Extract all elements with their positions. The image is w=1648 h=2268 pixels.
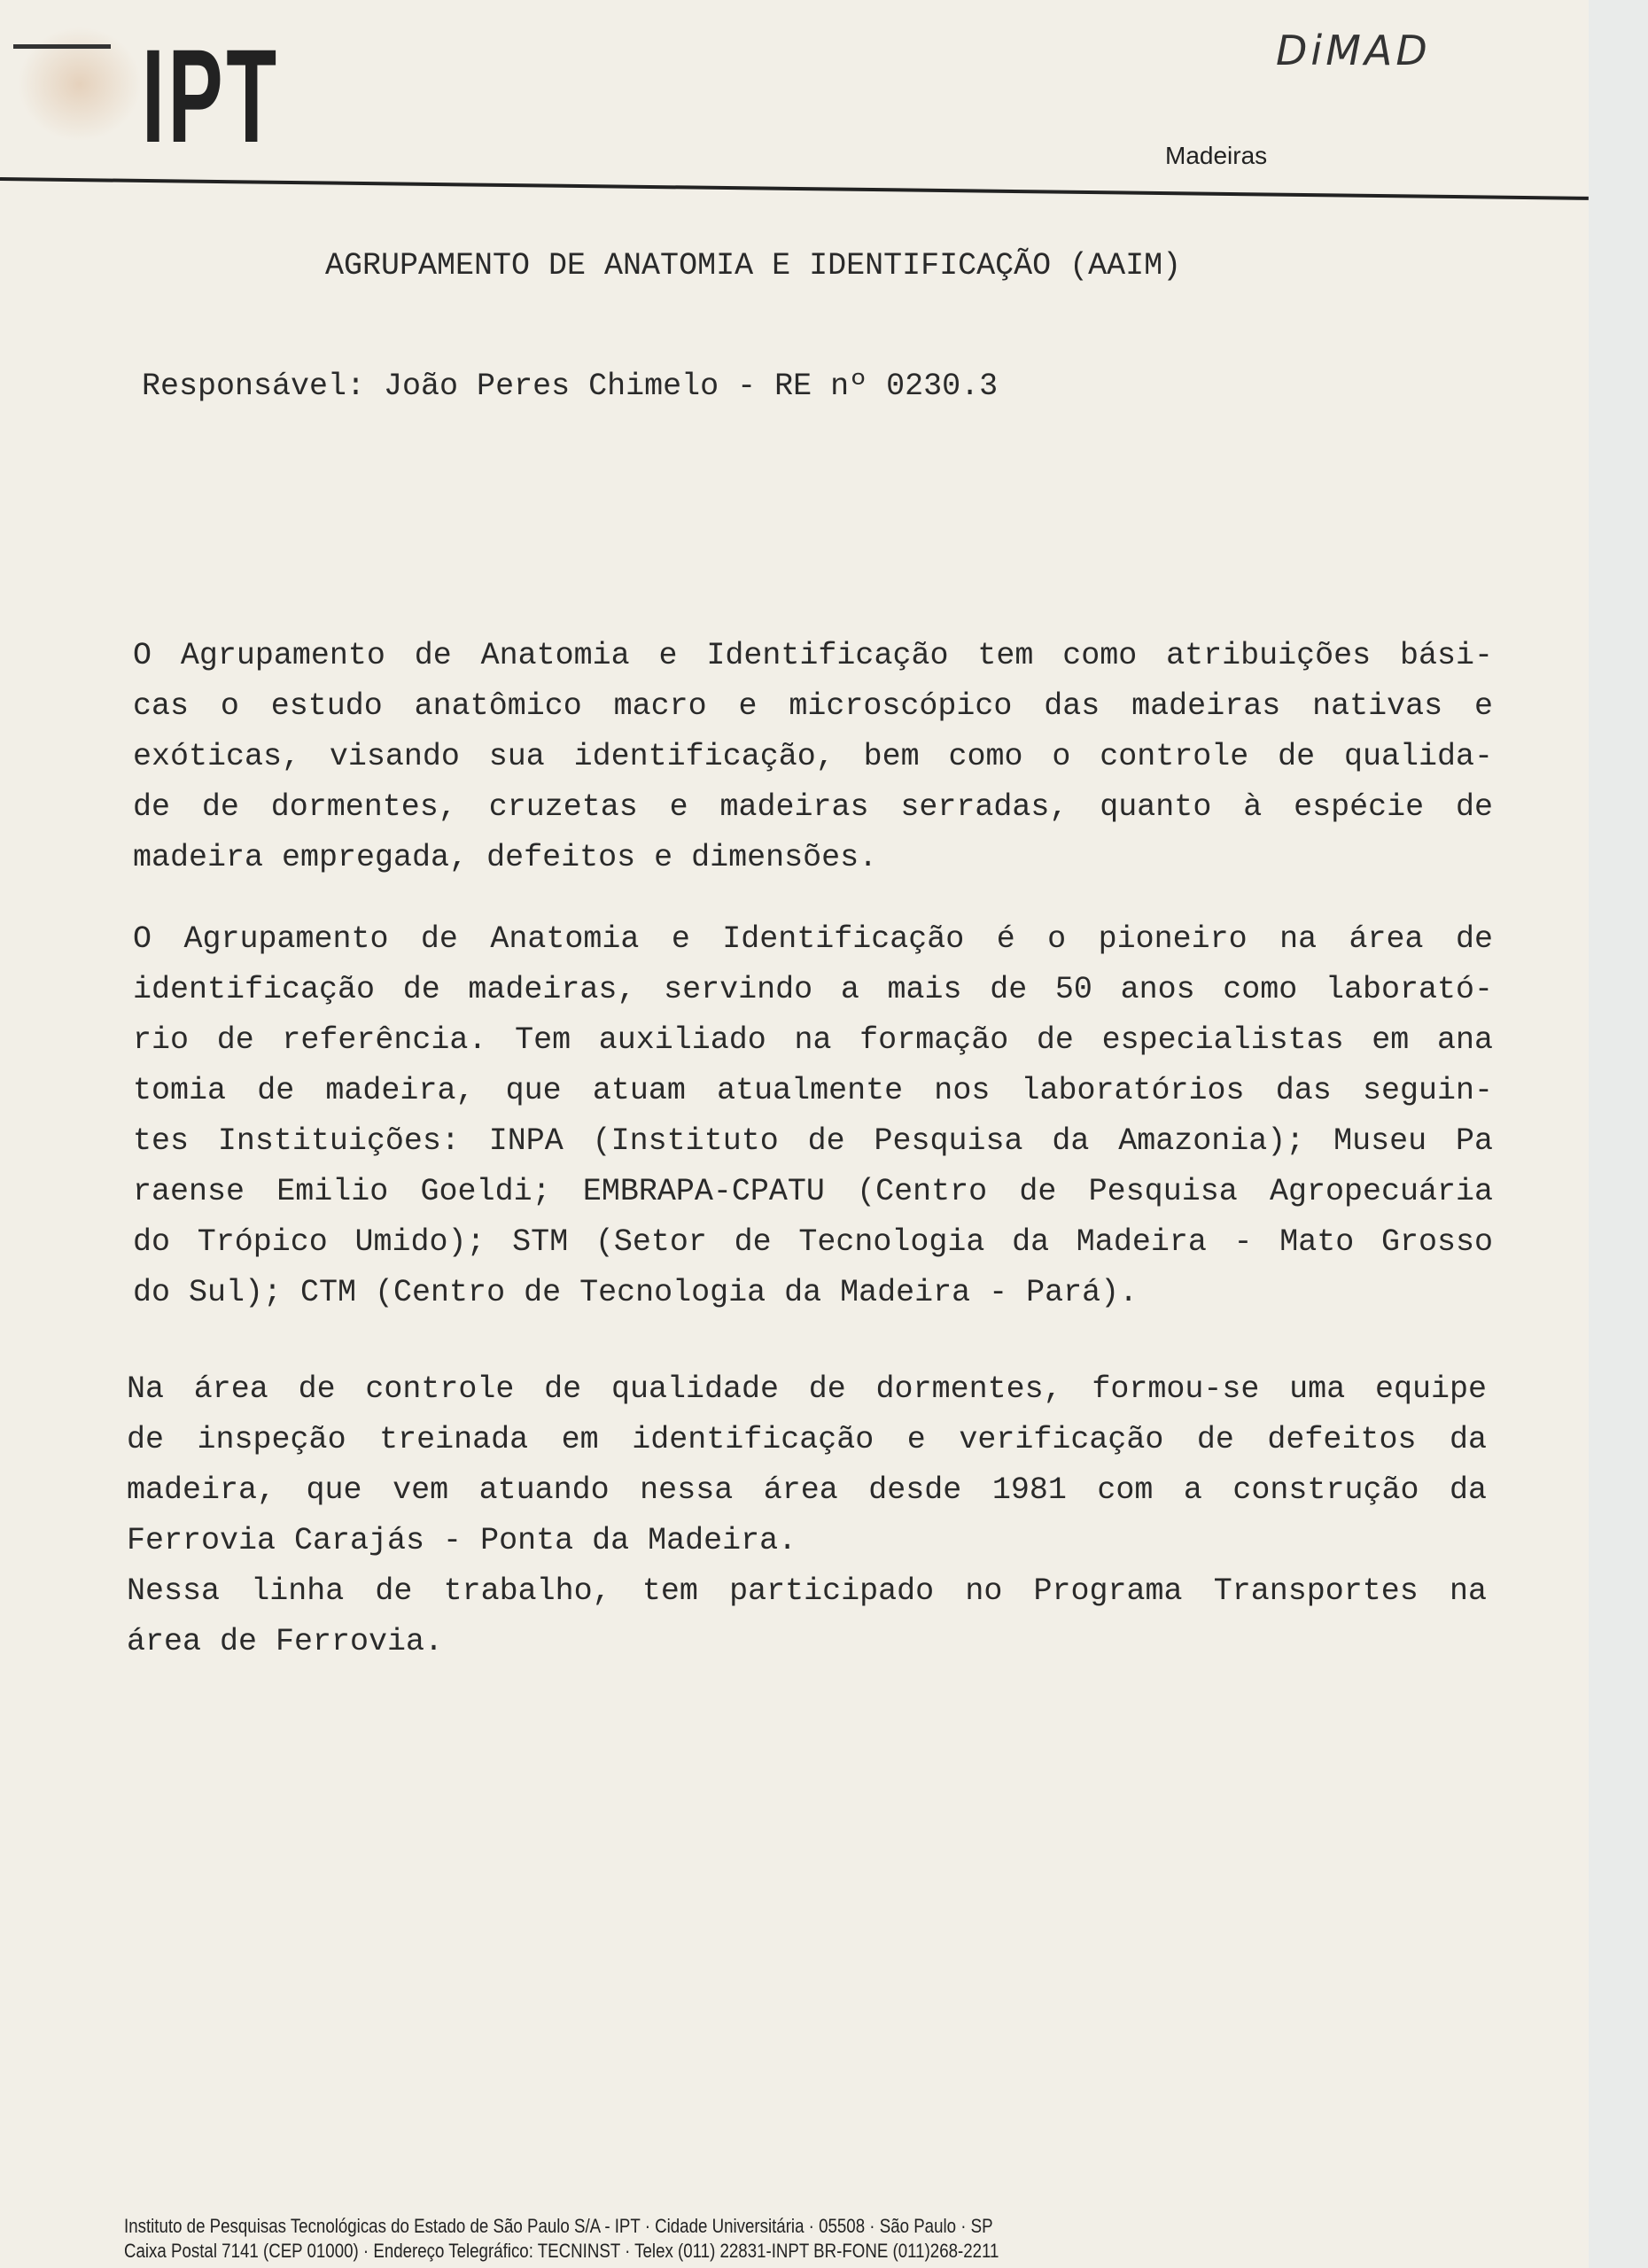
text-line: tes Instituições: INPA (Instituto de Pesquisa da Amazonia); Museu Pa [133, 1123, 1493, 1159]
text-line: tomia de madeira, que atuam atualmente nos laboratórios das seguin- [133, 1073, 1493, 1108]
paragraph-1 [133, 631, 1493, 883]
text-line: identificação de madeiras, servindo a mais de 50 anos como laborató- [133, 972, 1493, 1007]
text-line: raense Emilio Goeldi; EMBRAPA-CPATU (Centro de Pesquisa Agropecuária [133, 1174, 1493, 1209]
paragraph-4 [127, 1566, 1487, 1667]
text-line: exóticas, visando sua identificação, bem como o controle de qualida- [133, 739, 1493, 774]
text-line: Nessa linha de trabalho, tem participado no Programa Transportes na [127, 1573, 1487, 1609]
text-line: do Sul); CTM (Centro de Tecnologia da Madeira - Pará). [133, 1275, 1139, 1310]
text-line: madeira empregada, defeitos e dimensões. [133, 840, 878, 875]
department-label: Madeiras [1165, 142, 1268, 169]
footer-address-line-2: Caixa Postal 7141 (CEP 01000) · Endereço Telegráfico: TECNINST · Telex (011) 22831-INPT BR-FONE (011)268-2211 [124, 2240, 999, 2262]
text-line: Ferrovia Carajás - Ponta da Madeira. [127, 1523, 797, 1558]
text-line: de de dormentes, cruzetas e madeiras serradas, quanto à espécie de [133, 789, 1493, 825]
paragraph-3 [127, 1364, 1487, 1566]
text-line: cas o estudo anatômico macro e microscópico das madeiras nativas e [133, 688, 1493, 724]
text-line: área de Ferrovia. [127, 1624, 444, 1659]
text-line: O Agrupamento de Anatomia e Identificação é o pioneiro na área de [133, 921, 1493, 957]
text-line: do Trópico Umido); STM (Setor de Tecnologia da Madeira - Mato Grosso [133, 1224, 1493, 1260]
text-line: de inspeção treinada em identificação e verificação de defeitos da [127, 1422, 1487, 1457]
document-title: AGRUPAMENTO DE ANATOMIA E IDENTIFICAÇÃO (AAIM) [325, 248, 1182, 284]
text-line: rio de referência. Tem auxiliado na formação de especialistas em ana [133, 1022, 1493, 1058]
text-line: O Agrupamento de Anatomia e Identificação tem como atribuições bási- [133, 638, 1493, 673]
header-divider [0, 177, 1589, 200]
text-line: madeira, que vem atuando nessa área desde 1981 com a construção da [127, 1472, 1487, 1508]
ipt-logo: IPT [142, 21, 280, 170]
paragraph-2 [133, 914, 1493, 1318]
responsible-line: Responsável: João Peres Chimelo - RE nº 0230.3 [142, 369, 999, 404]
pen-mark [13, 44, 111, 49]
handwritten-note: DiMAD [1276, 27, 1431, 74]
footer-address-line-1: Instituto de Pesquisas Tecnológicas do Estado de São Paulo S/A - IPT · Cidade Universitária · 05508 · São Paulo · SP [124, 2215, 993, 2237]
text-line: Na área de controle de qualidade de dormentes, formou-se uma equipe [127, 1371, 1487, 1407]
